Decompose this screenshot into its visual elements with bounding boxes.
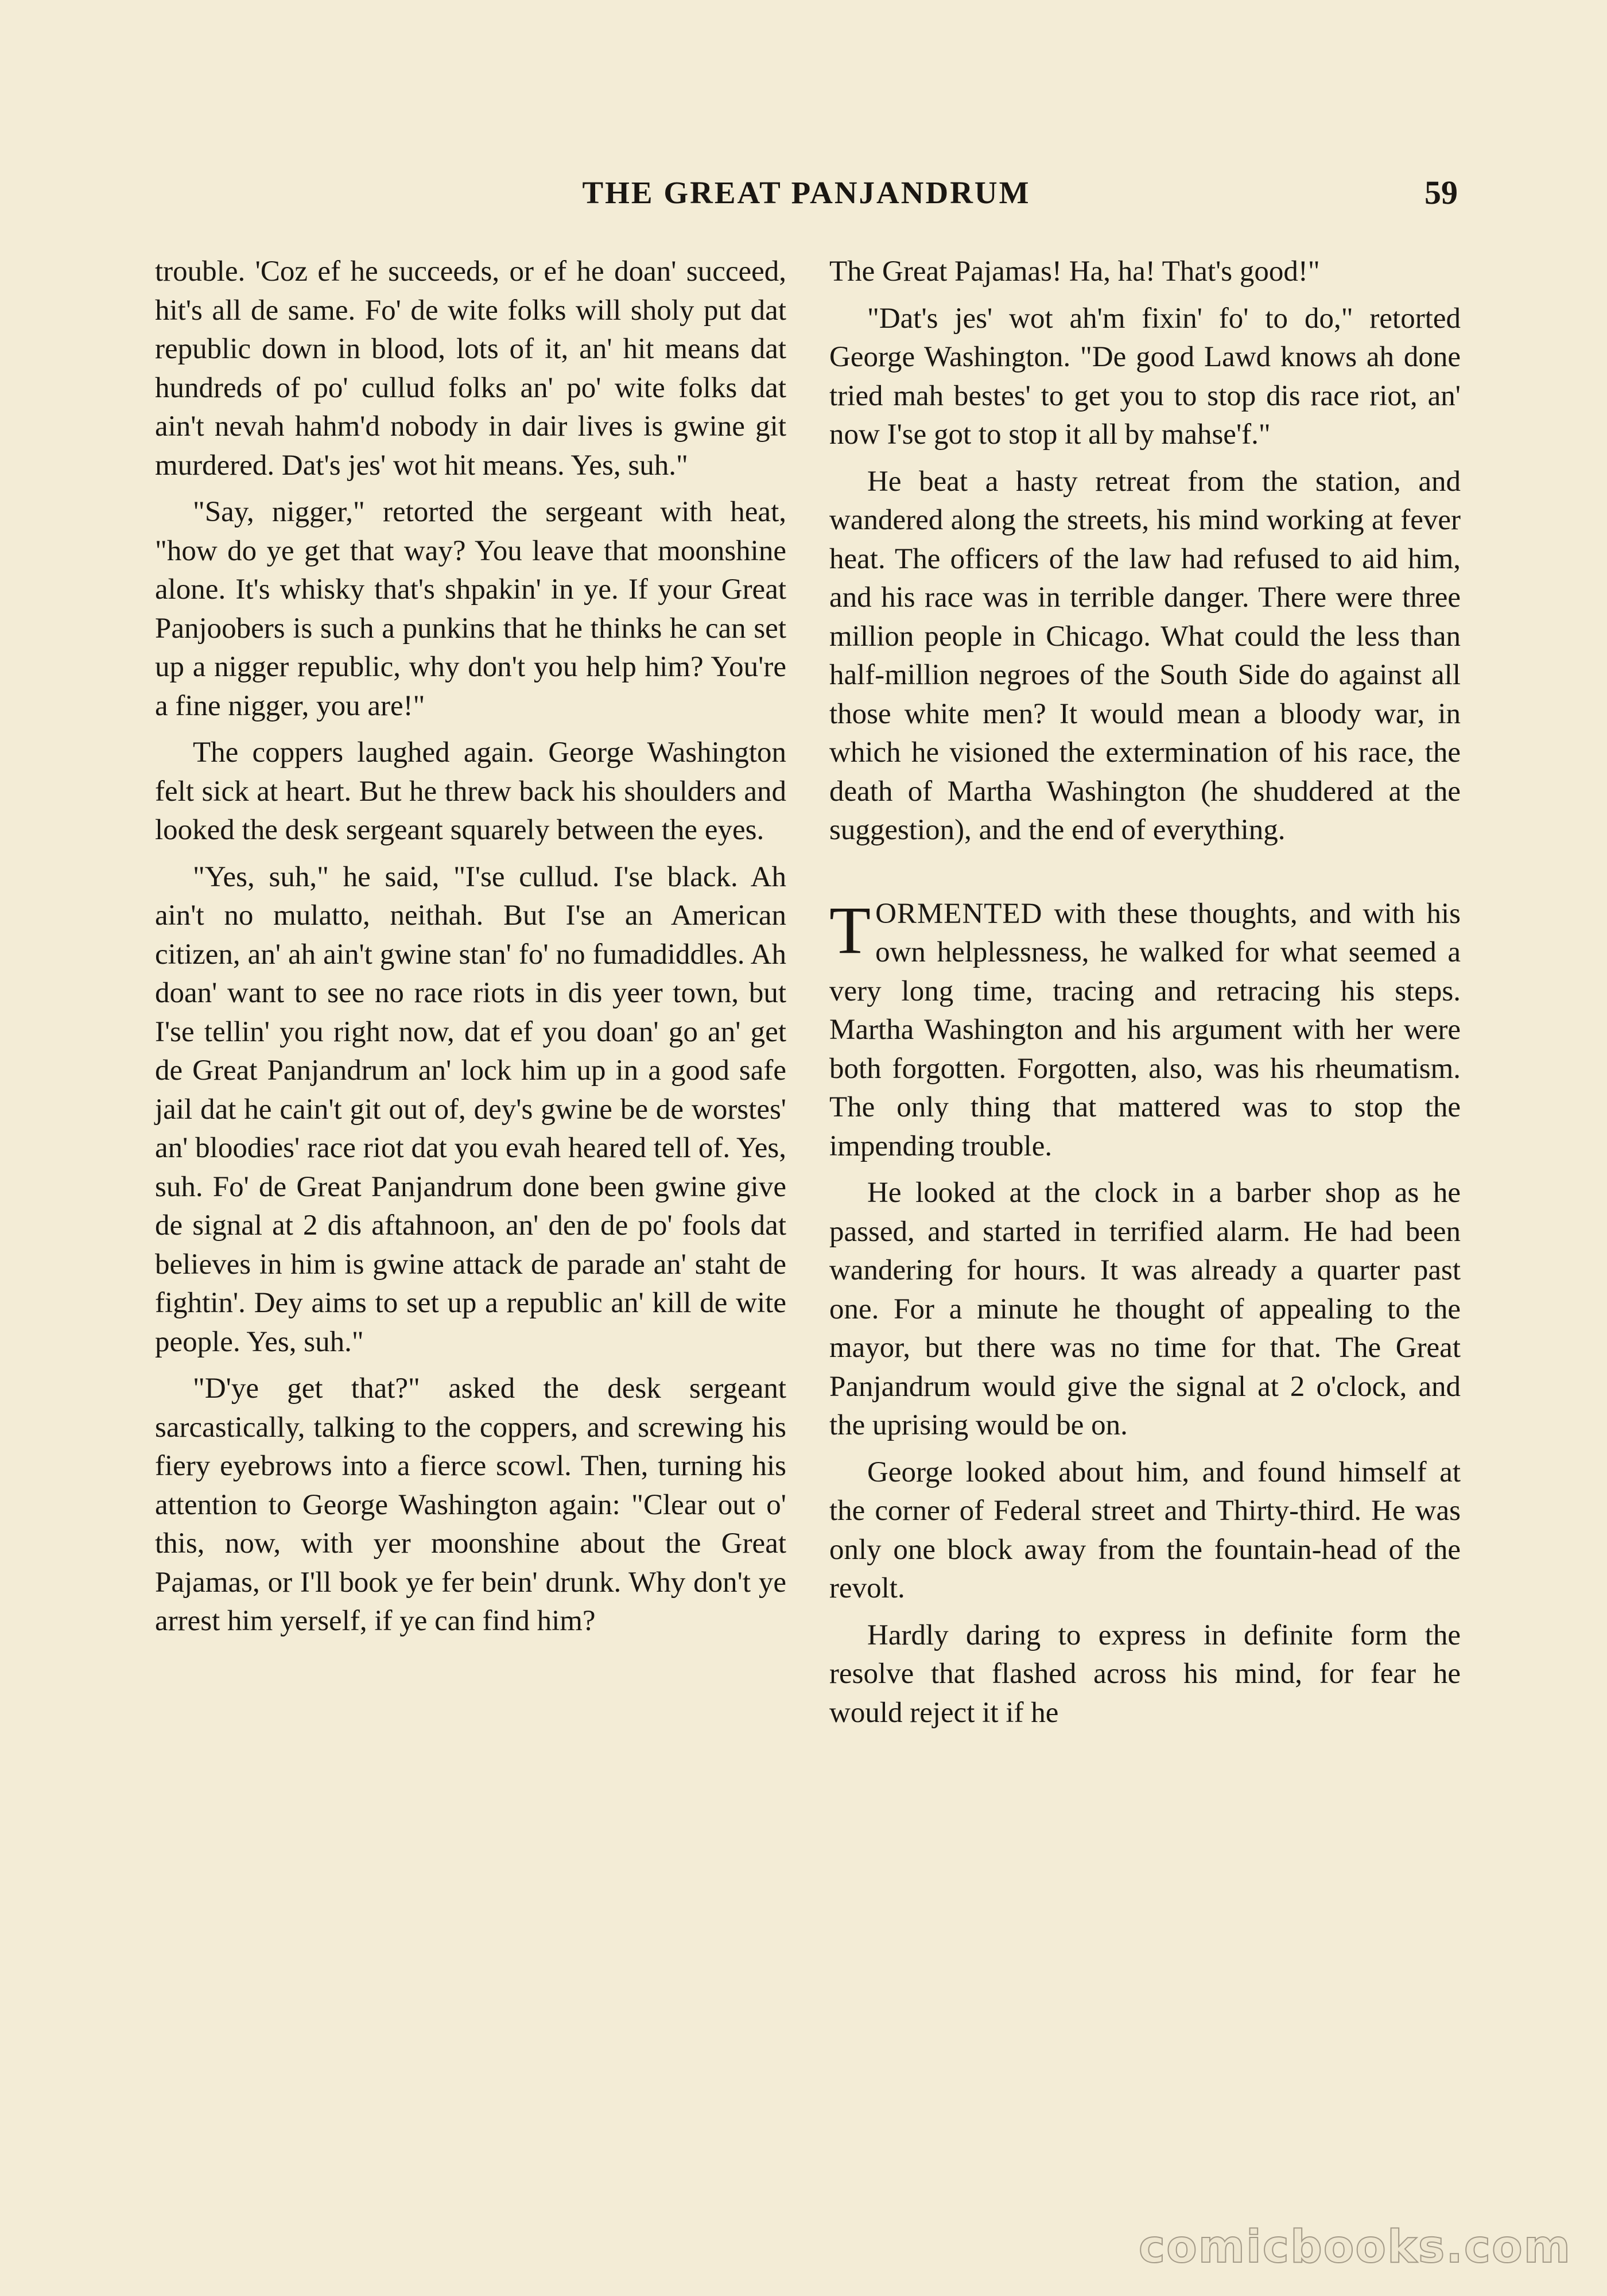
paragraph: "Yes, suh," he said, "I'se cullud. I'se black. Ah ain't no mulatto, neithah. But I'se an American citizen, an' ah ain't gwine stan' fo' no fumadiddles. Ah doan' want to see no race riots in dis yeer town, but I'se tellin' you right now, dat ef you doan' go an' get de Great Panjandrum an' lock him up in a good safe jail dat he cain't git out of, dey's gwine be de worstes' an' bloodies' race riot dat you evah heared tell of. Yes, suh. Fo' de Great Panjandrum done been gwine give de signal at 2 dis aftahnoon, an' den de po' fools dat believes in him is gwine attack de parade an' staht de fightin'. Dey aims to set up a republic an' kill de wite people. Yes, suh.": [155, 860, 786, 1358]
running-head: [155, 170, 1458, 216]
drop-cap: T: [829, 892, 871, 968]
paragraph: "Dat's jes' wot ah'm fixin' fo' to do," retorted George Washington. "De good Lawd knows ah done tried mah bestes' to get you to stop dis race riot, an' now I'se got to stop it all by mahse'f.": [829, 302, 1461, 451]
page-number: 59: [1424, 174, 1458, 211]
section-opening-paragraph: [829, 892, 1461, 1166]
paragraph: trouble. 'Coz ef he succeeds, or ef he doan' succeed, hit's all de same. Fo' de wite folks will sholy put dat republic down in blood, lots of it, an' hit means dat hundreds of po' cullud folks an' po' wite folks dat ain't nevah hahm'd nobody in dair lives is gwine git murdered. Dat's jes' wot hit means. Yes, suh.": [155, 255, 786, 482]
paragraph: He beat a hasty retreat from the station, and wandered along the streets, his mind working at fever heat. The officers of the law had refused to aid him, and his race was in terrible danger. There were three million people in Chicago. What could the less than half-million negroes of the South Side do against all those white men? It would mean a bloody war, in which he visioned the extermination of his race, the death of Martha Washington (he shuddered at the suggestion), and the end of everything.: [829, 465, 1461, 846]
paragraph: "Say, nigger," retorted the sergeant with heat, "how do ye get that way? You leave that moonshine alone. It's whisky that's shpakin' in ye. If your Great Panjoobers is such a punkins that he thinks he can set up a nigger republic, why don't you help him? You're a fine nigger, you are!": [155, 496, 786, 722]
paragraph: The Great Pajamas! Ha, ha! That's good!": [829, 255, 1320, 288]
paragraph: "D'ye get that?" asked the desk sergeant sarcastically, talking to the coppers, and screwing his fiery eyebrows into a fierce scowl. Then, turning his attention to George Washington again: "Clear out o' this, now, with yer moonshine about the Great Pajamas, or I'll book ye fer bein' drunk. Why don't ye arrest him yerself, if ye can find him?: [155, 1372, 786, 1637]
paragraph: George looked about him, and found himself at the corner of Federal street and Thirty-third. He was only one block away from the fountain-head of the revolt.: [829, 1456, 1461, 1604]
right-column: [829, 253, 1461, 1740]
section-opening-caps: ORMENTED: [875, 897, 1043, 930]
paragraph: He looked at the clock in a barber shop as he passed, and started in terrified alarm. He had been wandering for hours. It was already a quarter past one. For a minute he thought of appealing to the mayor, but there was no time for that. The Great Panjandrum would give the signal at 2 o'clock, and the uprising would be on.: [829, 1177, 1461, 1441]
watermark-logo: comicbooks.com: [1138, 2221, 1571, 2273]
paragraph: Hardly daring to express in definite form the resolve that flashed across his mind, for fear he would reject it if he: [829, 1619, 1461, 1729]
left-column: [155, 253, 786, 1649]
section-opening-text: with these thoughts, and with his own helplessness, he walked for what seemed a very long time, tracing and retracing his steps. Martha Washington and his argument with her were both forgotten. Forgotten, also, was his rheumatism. The only thing that mattered was to stop the impending trouble.: [829, 897, 1461, 1162]
paragraph: The coppers laughed again. George Washington felt sick at heart. But he threw back his shoulders and looked the desk sergeant squarely between the eyes.: [155, 736, 786, 846]
running-title: THE GREAT PANJANDRUM: [582, 175, 1031, 210]
